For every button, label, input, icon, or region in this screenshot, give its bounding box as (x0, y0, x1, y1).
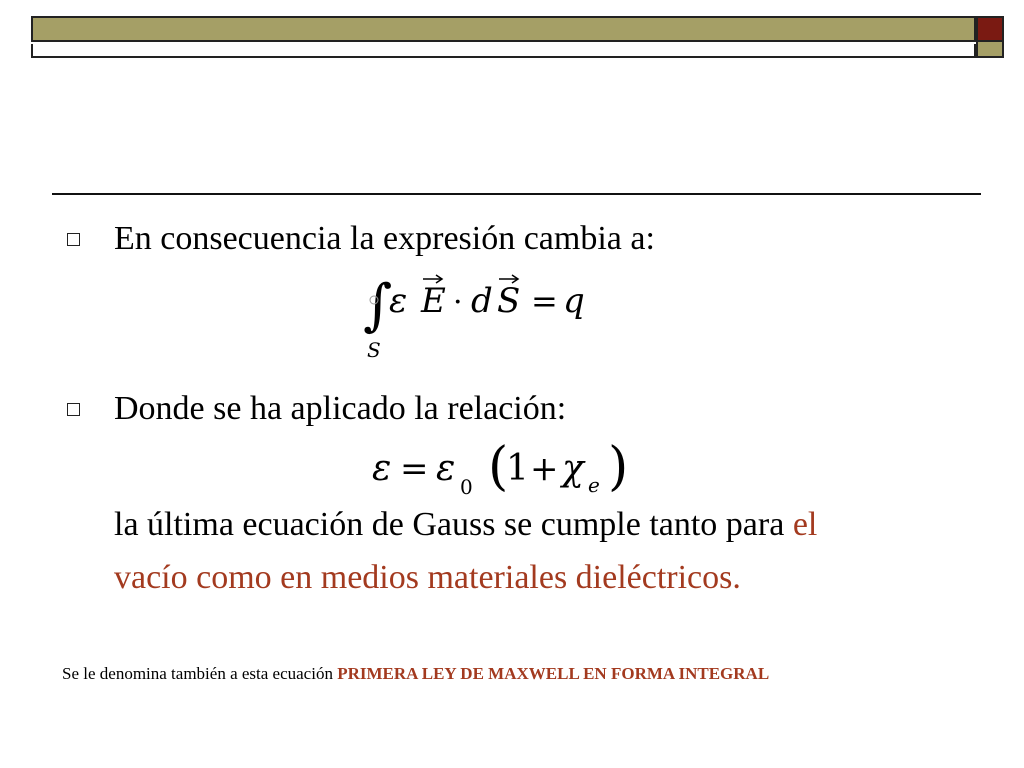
maxwell-note-text: Se le denomina también a esta ecuación (62, 664, 338, 683)
epsilon-zero-symbol: ε (436, 448, 456, 489)
header-corner-olive (976, 42, 1004, 58)
equals-sign: = (531, 282, 558, 320)
maxwell-note-emphasis: PRIMERA LEY DE MAXWELL EN FORMA INTEGRAL (337, 664, 770, 683)
equals-sign: = (400, 449, 429, 489)
subscript-zero: 0 (460, 475, 473, 499)
dot-operator: · (453, 285, 463, 320)
gauss-law-equation (355, 262, 615, 362)
paragraph-line-1-highlight: el (792, 506, 818, 543)
bullet-square-icon (67, 403, 80, 416)
bullet-square-icon (67, 233, 80, 246)
paragraph-line-2: vacío como en medios materiales dieléctricos. (114, 559, 741, 596)
paragraph-line-1-text: la última ecuación de Gauss se cumple tanto para (114, 506, 793, 543)
bullet-1-text: En consecuencia la expresión cambia a: (114, 220, 655, 257)
bullet-2-text: Donde se ha aplicado la relación: (114, 390, 567, 427)
plus-sign: + (530, 449, 559, 489)
integral-sign: ∫ (363, 273, 393, 338)
title-divider (52, 193, 981, 195)
chi-symbol: χ (562, 448, 584, 489)
number-one: 1 (506, 448, 529, 489)
header-corner-red (976, 16, 1004, 42)
charge-q: q (563, 281, 585, 321)
subscript-e: e (588, 473, 600, 497)
integral-subscript: S (367, 338, 381, 362)
paragraph-line-1 (114, 508, 817, 542)
differential-d: d (471, 281, 493, 321)
header-bar-lower (31, 44, 976, 58)
maxwell-note (62, 664, 769, 684)
epsilon-symbol: ε (389, 281, 408, 321)
permittivity-relation-equation (368, 432, 638, 502)
header-bar (31, 16, 976, 42)
surface-S: S (497, 281, 521, 321)
left-paren: ( (488, 437, 509, 497)
epsilon-symbol: ε (372, 448, 392, 489)
field-E: E (421, 281, 446, 321)
right-paren: ) (608, 437, 629, 497)
